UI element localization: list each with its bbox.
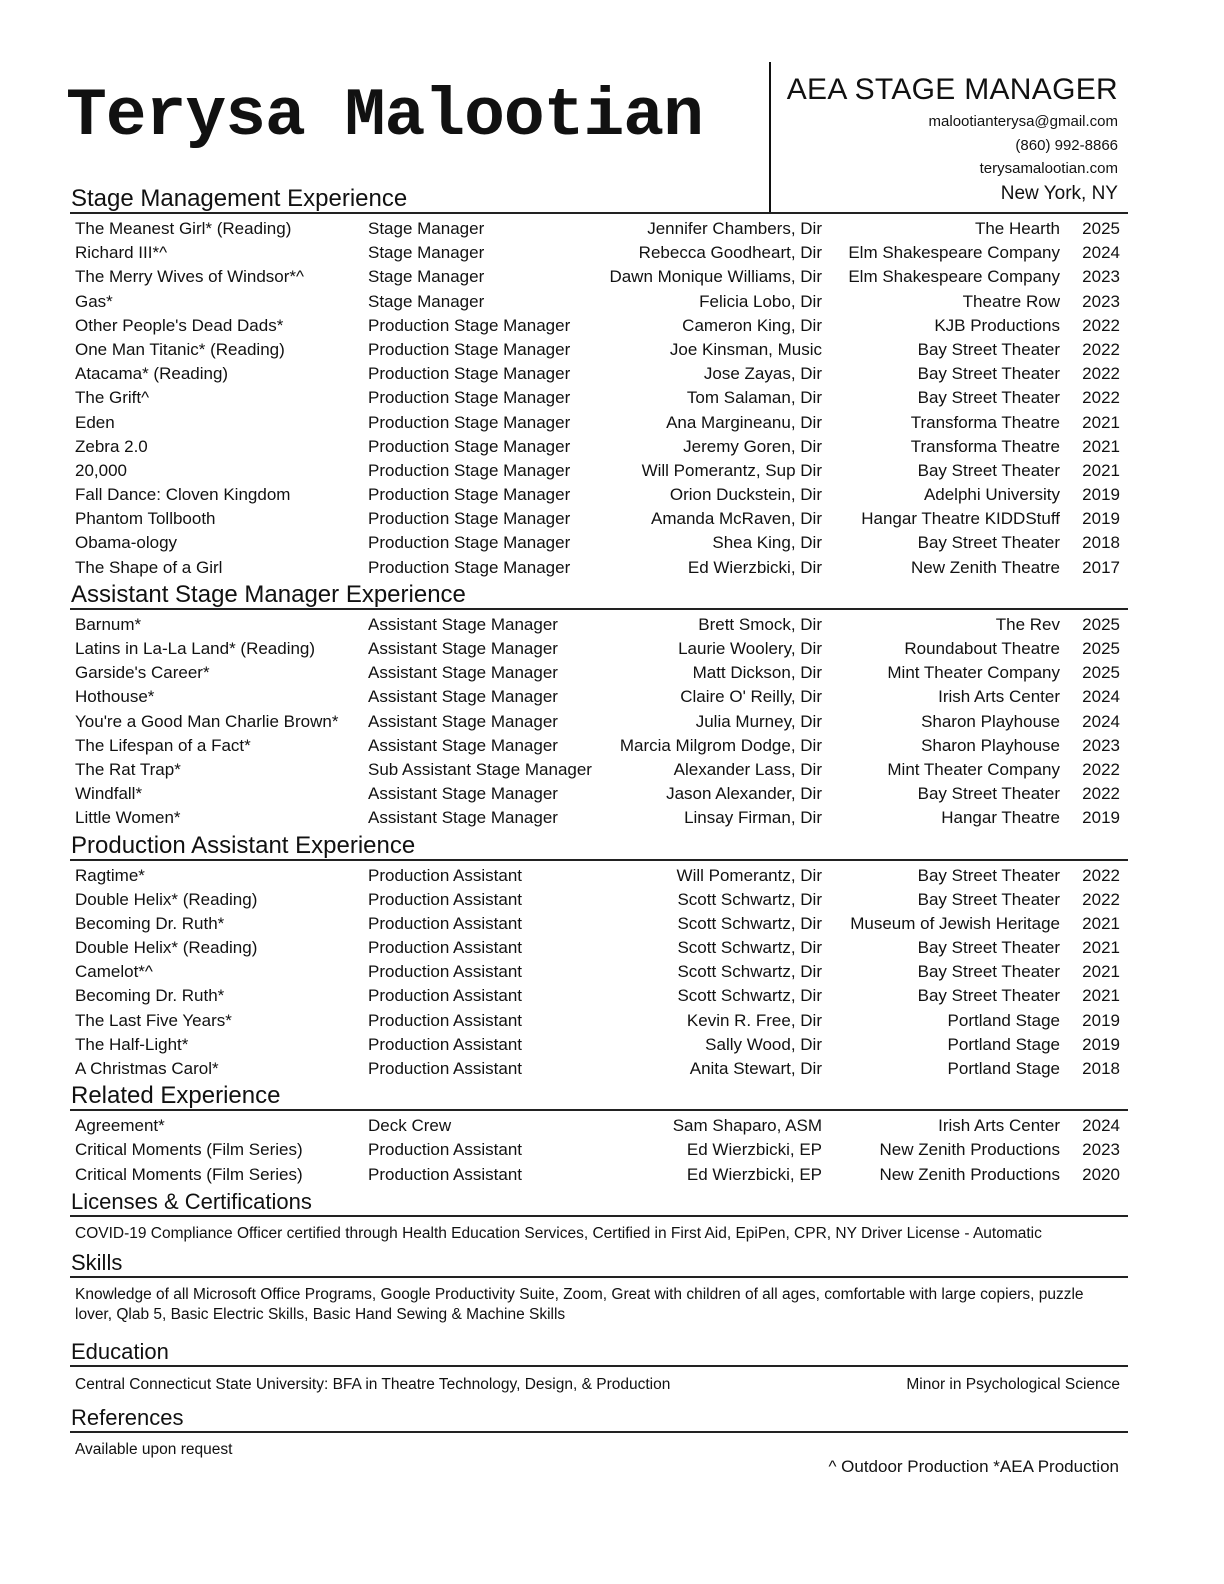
director: Scott Schwartz, Dir [677,938,822,958]
role: Stage Manager [368,243,485,263]
show-title: Little Women* [75,808,181,828]
venue: New Zenith Productions [879,1164,1060,1184]
director: Joe Kinsman, Music [669,339,822,359]
education-row [70,1367,1128,1403]
credit-row [70,507,1128,531]
show-title: Double Helix* (Reading) [75,889,258,909]
year: 2022 [1082,315,1120,335]
role: Production Stage Manager [368,412,571,432]
director: Scott Schwartz, Dir [677,986,822,1006]
director: Orion Duckstein, Dir [669,485,822,505]
credit-row [70,290,1128,314]
show-title: Windfall* [75,784,143,804]
resume-body [70,184,1128,1464]
role: Deck Crew [368,1116,452,1136]
show-title: Richard III*^ [75,243,168,263]
show-title: Double Helix* (Reading) [75,938,258,958]
role: Production Stage Manager [368,436,571,456]
venue: Bay Street Theater [917,460,1060,480]
venue: Bay Street Theater [917,388,1060,408]
show-title: Agreement* [75,1116,165,1136]
role: Assistant Stage Manager [368,735,558,755]
director: Kevin R. Free, Dir [686,1010,822,1030]
credit-row [70,435,1128,459]
year: 2019 [1082,1034,1120,1054]
show-title: One Man Titanic* (Reading) [75,339,285,359]
experience-section [70,184,1128,580]
credit-row [70,1057,1128,1081]
year: 2021 [1082,986,1120,1006]
venue: New Zenith Theatre [911,557,1060,577]
venue: Sharon Playhouse [921,735,1060,755]
venue: Mint Theater Company [887,759,1060,779]
venue: Hangar Theatre [941,808,1060,828]
year: 2021 [1082,962,1120,982]
show-title: Obama-ology [75,533,178,553]
job-title: AEA STAGE MANAGER [786,73,1118,106]
year: 2020 [1082,1164,1120,1184]
year: 2022 [1082,889,1120,909]
venue: Elm Shakespeare Company [848,243,1060,263]
references-text: Available upon request [75,1440,233,1458]
venue: Bay Street Theater [917,339,1060,359]
year: 2024 [1082,1116,1120,1136]
director: Tom Salaman, Dir [686,388,822,408]
section-heading: Production Assistant Experience [70,831,1128,861]
role: Production Stage Manager [368,364,571,384]
show-title: Fall Dance: Cloven Kingdom [75,485,291,505]
director: Marcia Milgrom Dodge, Dir [619,735,822,755]
director: Laurie Woolery, Dir [678,639,822,658]
year: 2023 [1082,735,1120,755]
credit-row [70,241,1128,265]
experience-section [70,580,1128,831]
role: Assistant Stage Manager [368,711,558,731]
credit-row [70,782,1128,806]
show-title: Barnum* [75,614,142,634]
role: Production Stage Manager [368,388,571,408]
year: 2022 [1082,364,1120,384]
credit-row [70,710,1128,734]
role: Production Stage Manager [368,460,571,480]
section-heading: Related Experience [70,1081,1128,1111]
show-title: The Shape of a Girl [75,557,223,577]
year: 2024 [1082,711,1120,731]
year: 2019 [1082,485,1120,505]
year: 2023 [1082,291,1120,311]
credit-row [70,314,1128,338]
credit-row [70,936,1128,960]
role: Production Assistant [368,1010,523,1030]
venue: Portland Stage [947,1034,1060,1054]
role: Stage Manager [368,291,485,311]
email[interactable]: malootianterysa@gmail.com [928,113,1118,130]
role: Production Assistant [368,986,523,1006]
venue: Mint Theater Company [887,663,1060,683]
show-title: The Grift^ [75,388,150,408]
director: Julia Murney, Dir [695,711,822,731]
credit-row [70,217,1128,241]
venue: The Hearth [974,219,1060,238]
show-title: A Christmas Carol* [75,1059,219,1078]
show-title: Atacama* (Reading) [75,364,229,384]
venue: Bay Street Theater [917,986,1060,1006]
director: Matt Dickson, Dir [692,663,822,683]
director: Alexander Lass, Dir [673,759,822,779]
credit-row [70,806,1128,830]
credit-row [70,338,1128,362]
director: Ed Wierzbicki, Dir [687,557,822,577]
location: New York, NY [1000,182,1118,204]
year: 2021 [1082,913,1120,933]
year: 2022 [1082,388,1120,408]
year: 2018 [1082,533,1120,553]
skills-text: Knowledge of all Microsoft Office Programs, Google Productivity Suite, Zoom, Great with children of all ages, comfortable with large copiers, puzzle lover, Qlab 5, Basic Electric Skills, Basic Hand Sewing & Machine Skills [75,1285,1084,1323]
role: Stage Manager [368,219,485,238]
year: 2023 [1082,1140,1120,1160]
section-heading: References [70,1403,1128,1433]
credit-list [70,214,1128,580]
role: Production Stage Manager [368,485,571,505]
year: 2019 [1082,808,1120,828]
credit-row [70,637,1128,661]
role: Assistant Stage Manager [368,808,558,828]
venue: Bay Street Theater [917,784,1060,804]
show-title: The Merry Wives of Windsor*^ [75,267,305,287]
venue: New Zenith Productions [879,1140,1060,1160]
role: Production Assistant [368,1059,523,1078]
venue: Roundabout Theatre [904,639,1060,658]
show-title: Garside's Career* [75,663,210,683]
venue: Elm Shakespeare Company [848,267,1060,287]
director: Claire O' Reilly, Dir [680,687,822,707]
director: Linsay Firman, Dir [684,808,822,828]
director: Scott Schwartz, Dir [677,913,822,933]
year: 2024 [1082,243,1120,263]
year: 2019 [1082,509,1120,529]
education-section [70,1337,1128,1403]
role: Production Assistant [368,962,523,982]
role: Production Assistant [368,865,523,885]
credit-row [70,661,1128,685]
year: 2022 [1082,759,1120,779]
show-title: The Rat Trap* [75,759,181,779]
venue: Bay Street Theater [917,865,1060,885]
director: Shea King, Dir [712,533,822,553]
show-title: Latins in La-La Land* (Reading) [75,639,316,658]
role: Production Stage Manager [368,533,571,553]
credit-list [70,1111,1128,1187]
director: Ed Wierzbicki, EP [686,1140,822,1160]
director: Dawn Monique Williams, Dir [609,267,822,287]
venue: Bay Street Theater [917,533,1060,553]
venue: Portland Stage [947,1059,1060,1078]
director: Ed Wierzbicki, EP [686,1164,822,1184]
director: Cameron King, Dir [682,315,822,335]
venue: Bay Street Theater [917,364,1060,384]
credit-row [70,459,1128,483]
show-title: The Meanest Girl* (Reading) [75,219,292,238]
credit-row [70,912,1128,936]
director: Amanda McRaven, Dir [650,509,822,529]
year: 2021 [1082,460,1120,480]
year: 2022 [1082,339,1120,359]
year: 2023 [1082,267,1120,287]
minor: Minor in Psychological Science [906,1375,1120,1393]
year: 2025 [1082,614,1120,634]
website[interactable]: terysamalootian.com [979,160,1118,177]
candidate-name: Terysa Malootian [66,78,703,155]
year: 2021 [1082,436,1120,456]
degree: Central Connecticut State University: BFA in Theatre Technology, Design, & Production [75,1375,671,1393]
section-heading: Stage Management Experience [70,184,1128,214]
role: Production Stage Manager [368,339,571,359]
credit-row [70,984,1128,1008]
venue: Bay Street Theater [917,962,1060,982]
credit-row [70,1163,1128,1187]
show-title: The Last Five Years* [75,1010,232,1030]
role: Production Assistant [368,938,523,958]
credit-row [70,556,1128,580]
show-title: Critical Moments (Film Series) [75,1164,303,1184]
director: Jose Zayas, Dir [703,364,822,384]
show-title: Eden [75,412,115,432]
year: 2025 [1082,219,1120,238]
role: Sub Assistant Stage Manager [368,759,592,779]
director: Ana Margineanu, Dir [666,412,822,432]
year: 2021 [1082,412,1120,432]
role: Production Assistant [368,1164,523,1184]
role: Production Stage Manager [368,509,571,529]
references-section [70,1403,1128,1464]
venue: Irish Arts Center [938,687,1060,707]
show-title: Zebra 2.0 [75,436,148,456]
role: Production Stage Manager [368,315,571,335]
director: Jason Alexander, Dir [666,784,822,804]
venue: Theatre Row [962,291,1060,311]
director: Will Pomerantz, Dir [676,865,822,885]
credit-row [70,265,1128,289]
role: Assistant Stage Manager [368,663,558,683]
role: Production Assistant [368,1140,523,1160]
show-title: Ragtime* [75,865,145,885]
section-heading: Education [70,1337,1128,1367]
show-title: The Half-Light* [75,1034,189,1054]
section-heading: Skills [70,1248,1128,1278]
venue: Bay Street Theater [917,889,1060,909]
credit-list [70,861,1128,1082]
role: Stage Manager [368,267,485,287]
show-title: Camelot*^ [75,962,153,982]
licenses-text: COVID-19 Compliance Officer certified through Health Education Services, Certified in First Aid, EpiPen, CPR, NY Driver License - Automatic [75,1224,1042,1242]
venue: Irish Arts Center [938,1116,1060,1136]
show-title: Critical Moments (Film Series) [75,1140,303,1160]
credit-row [70,1114,1128,1138]
role: Production Stage Manager [368,557,571,577]
director: Anita Stewart, Dir [689,1059,822,1078]
credit-row [70,531,1128,555]
show-title: Other People's Dead Dads* [75,315,284,335]
credit-row [70,960,1128,984]
director: Felicia Lobo, Dir [699,291,822,311]
director: Sally Wood, Dir [705,1034,822,1054]
show-title: 20,000 [75,460,127,480]
year: 2017 [1082,557,1120,577]
director: Rebecca Goodheart, Dir [638,243,822,263]
credit-row [70,483,1128,507]
licenses-section [70,1187,1128,1248]
phone: (860) 992-8866 [1015,136,1118,154]
show-title: Becoming Dr. Ruth* [75,986,225,1006]
section-heading: Licenses & Certifications [70,1187,1128,1217]
credit-list [70,610,1128,831]
show-title: Gas* [75,291,113,311]
director: Scott Schwartz, Dir [677,962,822,982]
venue: Portland Stage [947,1010,1060,1030]
year: 2022 [1082,784,1120,804]
credit-row [70,362,1128,386]
venue: Bay Street Theater [917,938,1060,958]
experience-sections [70,184,1128,1187]
role: Assistant Stage Manager [368,614,558,634]
credit-row [70,685,1128,709]
show-title: You're a Good Man Charlie Brown* [75,711,339,731]
credit-row [70,613,1128,637]
role: Production Assistant [368,913,523,933]
role: Assistant Stage Manager [368,639,558,658]
venue: Transforma Theatre [910,412,1060,432]
year: 2022 [1082,865,1120,885]
role: Assistant Stage Manager [368,784,558,804]
show-title: Hothouse* [75,687,155,707]
credit-row [70,758,1128,782]
venue: KJB Productions [934,315,1060,335]
show-title: Becoming Dr. Ruth* [75,913,225,933]
director: Jennifer Chambers, Dir [647,219,822,238]
section-heading: Assistant Stage Manager Experience [70,580,1128,610]
show-title: Phantom Tollbooth [75,509,216,529]
venue: Hangar Theatre KIDDStuff [861,509,1060,529]
venue: Sharon Playhouse [921,711,1060,731]
director: Sam Shaparo, ASM [672,1116,822,1136]
year: 2019 [1082,1010,1120,1030]
credit-row [70,1033,1128,1057]
venue: Transforma Theatre [910,436,1060,456]
role: Production Assistant [368,1034,523,1054]
credit-row [70,411,1128,435]
credit-row [70,864,1128,888]
skills-section [70,1248,1128,1337]
credit-row [70,734,1128,758]
director: Will Pomerantz, Sup Dir [641,460,822,480]
credit-row [70,386,1128,410]
legend-footnote: ^ Outdoor Production *AEA Production [828,1457,1119,1476]
year: 2021 [1082,938,1120,958]
year: 2025 [1082,639,1120,658]
year: 2018 [1082,1059,1120,1078]
year: 2024 [1082,687,1120,707]
venue: Adelphi University [923,485,1060,505]
director: Jeremy Goren, Dir [683,436,822,456]
show-title: The Lifespan of a Fact* [75,735,251,755]
director: Scott Schwartz, Dir [677,889,822,909]
role: Assistant Stage Manager [368,687,558,707]
credit-row [70,1138,1128,1162]
experience-section [70,1081,1128,1187]
role: Production Assistant [368,889,523,909]
venue: Museum of Jewish Heritage [850,913,1060,933]
director: Brett Smock, Dir [698,614,822,634]
experience-section [70,831,1128,1082]
credit-row [70,1009,1128,1033]
credit-row [70,888,1128,912]
year: 2025 [1082,663,1120,683]
venue: The Rev [995,614,1060,634]
